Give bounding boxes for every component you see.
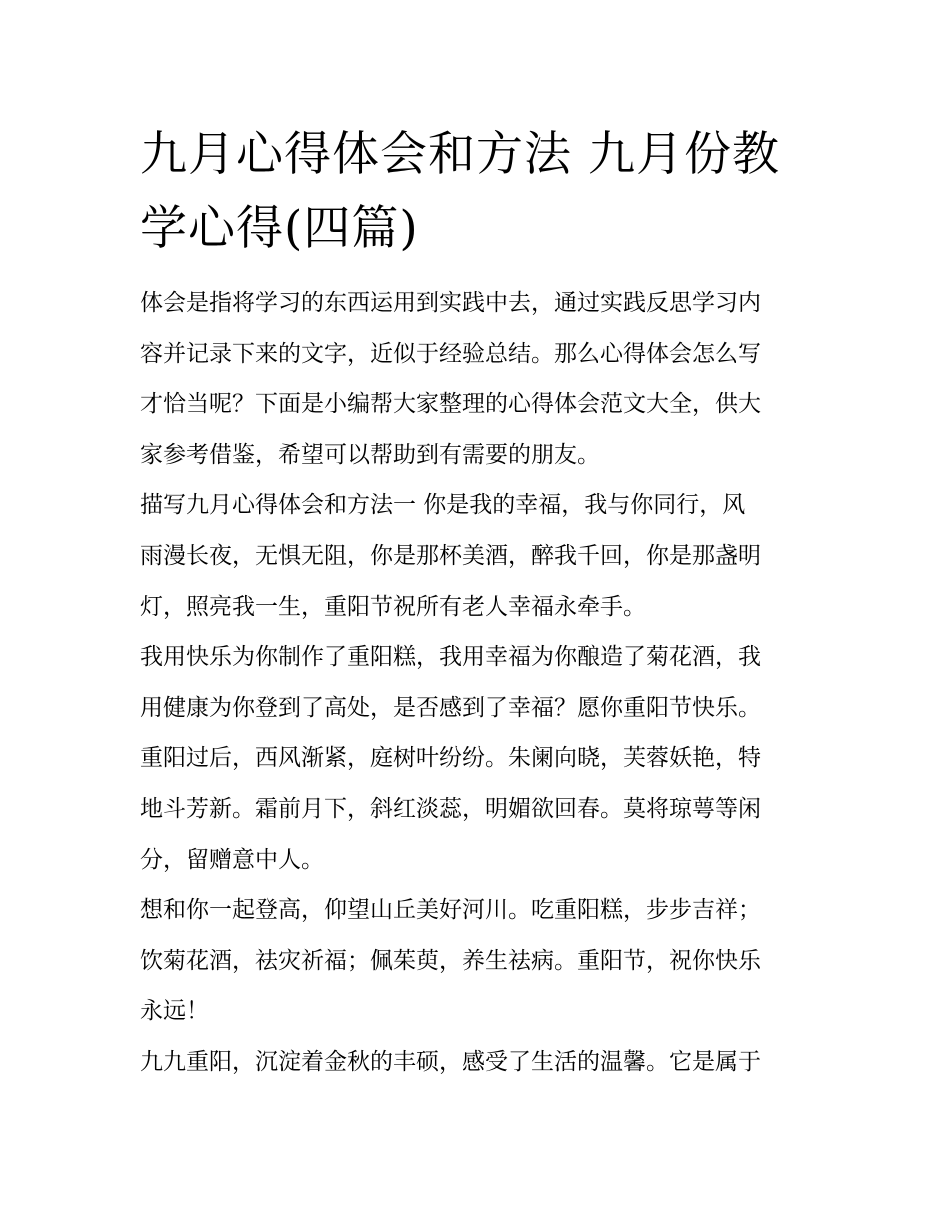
text-line: 九九重阳，沉淀着金秋的丰硕，感受了生活的温馨。它是属于: [140, 1048, 761, 1075]
text-line: 重阳过后，西风渐紧，庭树叶纷纷。朱阑向晓，芙蓉妖艳，特: [140, 745, 761, 772]
document-body: [140, 278, 830, 1088]
paragraph: [140, 885, 830, 1037]
title-line: 学心得(四篇): [140, 201, 419, 256]
text-line: 分，留赠意中人。: [140, 846, 324, 873]
text-line: 才恰当呢？下面是小编帮大家整理的心得体会范文大全，供大: [140, 391, 761, 418]
paragraph-intro: [140, 278, 830, 480]
text-line: 体会是指将学习的东西运用到实践中去，通过实践反思学习内: [140, 290, 761, 316]
title-line: 九月心得体会和方法 九月份教: [140, 127, 780, 182]
paragraph: [140, 733, 830, 885]
paragraph: [140, 632, 830, 733]
text-line: 用健康为你登到了高处，是否感到了幸福？愿你重阳节快乐。: [140, 694, 761, 721]
text-line: 我用快乐为你制作了重阳糕，我用幸福为你酿造了菊花酒，我: [140, 644, 761, 671]
text-line: 描写九月心得体会和方法一 你是我的幸福，我与你同行，风: [140, 492, 746, 519]
text-line: 灯，照亮我一生，重阳节祝所有老人幸福永牵手。: [140, 593, 646, 620]
paragraph: [140, 480, 830, 632]
text-line: 饮菊花酒，祛灾祈福；佩茱萸，养生祛病。重阳节，祝你快乐: [140, 947, 761, 974]
paragraph: [140, 1037, 830, 1088]
text-line: 雨漫长夜，无惧无阻，你是那杯美酒，醉我千回，你是那盏明: [140, 542, 761, 569]
document-title: [140, 118, 820, 266]
text-line: 家参考借鉴，希望可以帮助到有需要的朋友。: [140, 441, 600, 468]
text-line: 永远！: [140, 998, 209, 1025]
text-line: 容并记录下来的文字，近似于经验总结。那么心得体会怎么写: [140, 340, 761, 367]
text-line: 想和你一起登高，仰望山丘美好河川。吃重阳糕，步步吉祥；: [140, 897, 761, 924]
text-line: 地斗芳新。霜前月下，斜红淡蕊，明媚欲回春。莫将琼萼等闲: [140, 795, 761, 822]
